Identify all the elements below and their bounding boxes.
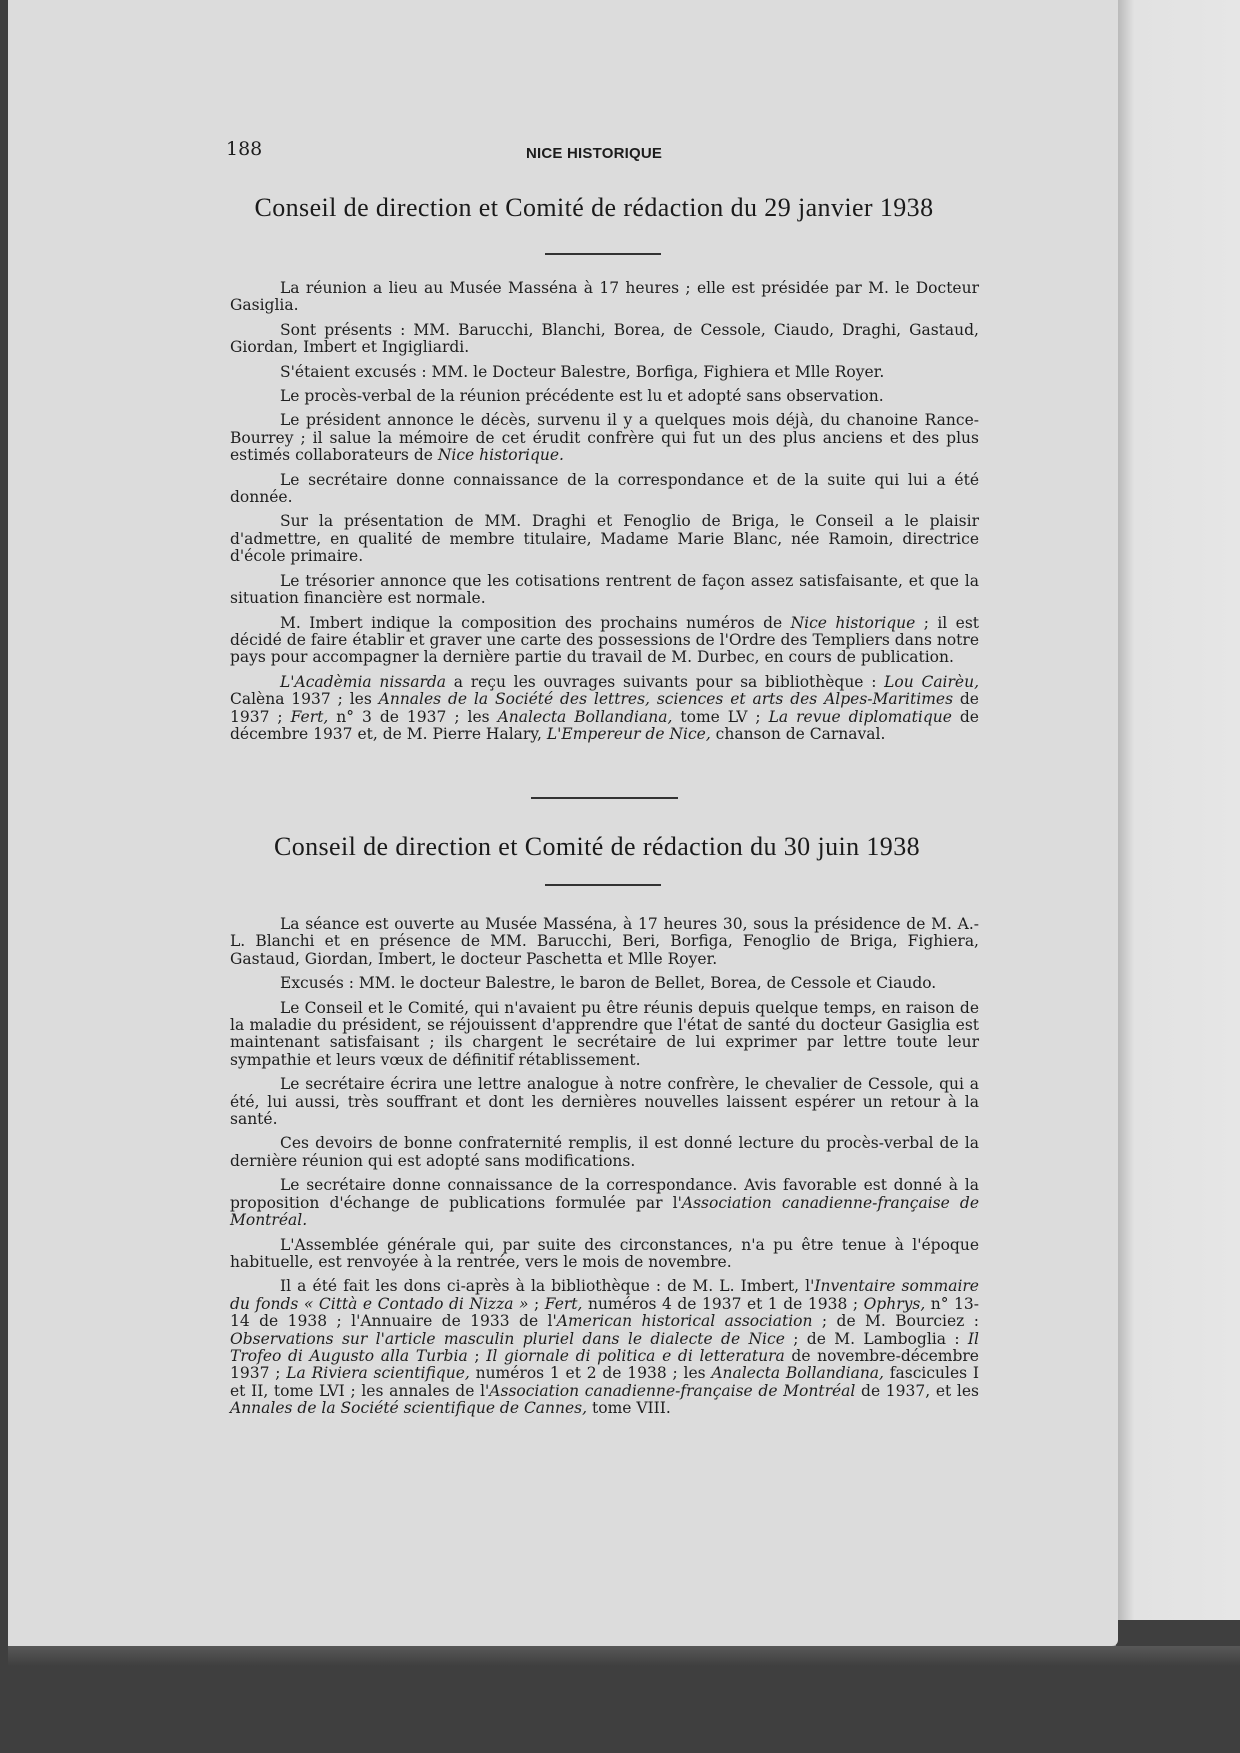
paragraph: Excusés : MM. le docteur Balestre, le baron de Bellet, Borea, de Cessole et Ciaudo. — [280, 974, 937, 993]
heading-rule — [545, 253, 661, 255]
paragraph: L'Acadèmia nissarda a reçu les ouvrages suivants pour sa bibliothèque : Lou Cairèu, Calèna 1937 ; les Annales de la Société des lettres, sciences et arts des Alpes-Maritimes de 1937 ; Fert, n° 3 de 1937 ; les Analecta Bollandiana, tome LV ; La revue diplomatique de décembre 1937 et, de M. Pierre Halary, L'Empereur de Nice, chanson de Carnaval. — [230, 672, 980, 743]
heading-rule — [545, 884, 661, 886]
page-bottom-shadow — [8, 1646, 1240, 1666]
paragraph: Sont présents : MM. Barucchi, Blanchi, Borea, de Cessole, Ciaudo, Draghi, Gastaud, Giordan, Imbert et Ingigliardi. — [230, 320, 979, 357]
paragraph: M. Imbert indique la composition des prochains numéros de Nice historique ; il est décidé de faire établir et graver une carte des possessions de l'Ordre des Templiers dans notre pays pour accompagner la dernière partie du travail de M. Durbec, en cours de publication. — [230, 613, 980, 667]
paragraph: Le secrétaire écrira une lettre analogue à notre confrère, le chevalier de Cessole, qui a été, lui aussi, très souffrant et dont les dernières nouvelles laissent espérer un retour à la santé. — [230, 1075, 979, 1129]
document-page — [8, 0, 1118, 1646]
paragraph: Le secrétaire donne connaissance de la correspondance. Avis favorable est donné à la proposition d'échange de publications formulée par l'Association canadienne-française de Montréal. — [230, 1176, 979, 1230]
paragraph: Le procès-verbal de la réunion précédente est lu et adopté sans observation. — [280, 387, 884, 406]
running-title: NICE HISTORIQUE — [526, 145, 663, 162]
paragraph: Le secrétaire donne connaissance de la correspondance et de la suite qui lui a été donnée. — [230, 470, 979, 507]
paragraph: Le Conseil et le Comité, qui n'avaient pu être réunis depuis quelque temps, en raison de la maladie du président, se réjouissent d'apprendre que l'état de santé du docteur Gasiglia est maintenant satisfaisant ; ils chargent le secrétaire de lui exprimer par lettre toute leur sympathie et leurs vœux de définitif rétablissement. — [230, 998, 979, 1069]
paragraph: Ces devoirs de bonne confraternité remplis, il est donné lecture du procès-verbal de la dernière réunion qui est adopté sans modifications. — [230, 1134, 979, 1170]
page-number: 188 — [226, 138, 263, 160]
paragraph: La réunion a lieu au Musée Masséna à 17 heures ; elle est présidée par M. le Docteur Gasiglia. — [230, 279, 979, 315]
section-heading-2: Conseil de direction et Comité de rédaction du 30 juin 1938 — [273, 832, 921, 861]
paragraph: L'Assemblée générale qui, par suite des circonstances, n'a pu être tenue à l'époque habituelle, est renvoyée à la rentrée, vers le mois de novembre. — [230, 1235, 979, 1271]
section-heading-1: Conseil de direction et Comité de rédaction du 29 janvier 1938 — [254, 193, 934, 222]
section-separator-rule — [531, 797, 678, 799]
section-body-2 — [230, 916, 979, 1425]
next-page-edge — [1117, 0, 1240, 1620]
paragraph: Le président annonce le décès, survenu il y a quelques mois déjà, du chanoine Rance-Bourrey ; il salue la mémoire de cet érudit confrère qui fut un des plus anciens et des plus estimés collaborateurs de Nice historique. — [230, 411, 979, 465]
section-body-1 — [230, 280, 979, 750]
paragraph: Il a été fait les dons ci-après à la bibliothèque : de M. L. Imbert, l'Inventaire sommaire du fonds « Città e Contado di Nizza » ; Fert, numéros 4 de 1937 et 1 de 1938 ; Ophrys, n° 13-14 de 1938 ; l'Annuaire de 1933 de l'American historical association ; de M. Bourciez : Observations sur l'article masculin pluriel dans le dialecte de Nice ; de M. Lamboglia : Il Trofeo di Augusto alla Turbia ; Il giornale di politica e di letteratura de novembre-décembre 1937 ; La Riviera scientifique, numéros 1 et 2 de 1938 ; les Analecta Bollandiana, fascicules I et II, tome LVI ; les annales de l'Association canadienne-française de Montréal de 1937, et les Annales de la Société scientifique de Cannes, tome VIII. — [230, 1277, 979, 1418]
paragraph: S'étaient excusés : MM. le Docteur Balestre, Borfiga, Fighiera et Mlle Royer. — [280, 362, 885, 381]
paragraph: Le trésorier annonce que les cotisations rentrent de façon assez satisfaisante, et que la situation financière est normale. — [230, 571, 979, 608]
paragraph: Sur la présentation de MM. Draghi et Fenoglio de Briga, le Conseil a le plaisir d'admettre, en qualité de membre titulaire, Madame Marie Blanc, née Ramoin, directrice d'école primaire. — [230, 512, 979, 566]
paragraph: La séance est ouverte au Musée Masséna, à 17 heures 30, sous la présidence de M. A.-L. Blanchi et en présence de MM. Barucchi, Beri, Borfiga, Fenoglio de Briga, Fighiera, Gastaud, Giordan, Imbert, le docteur Paschetta et Mlle Royer. — [230, 915, 979, 968]
